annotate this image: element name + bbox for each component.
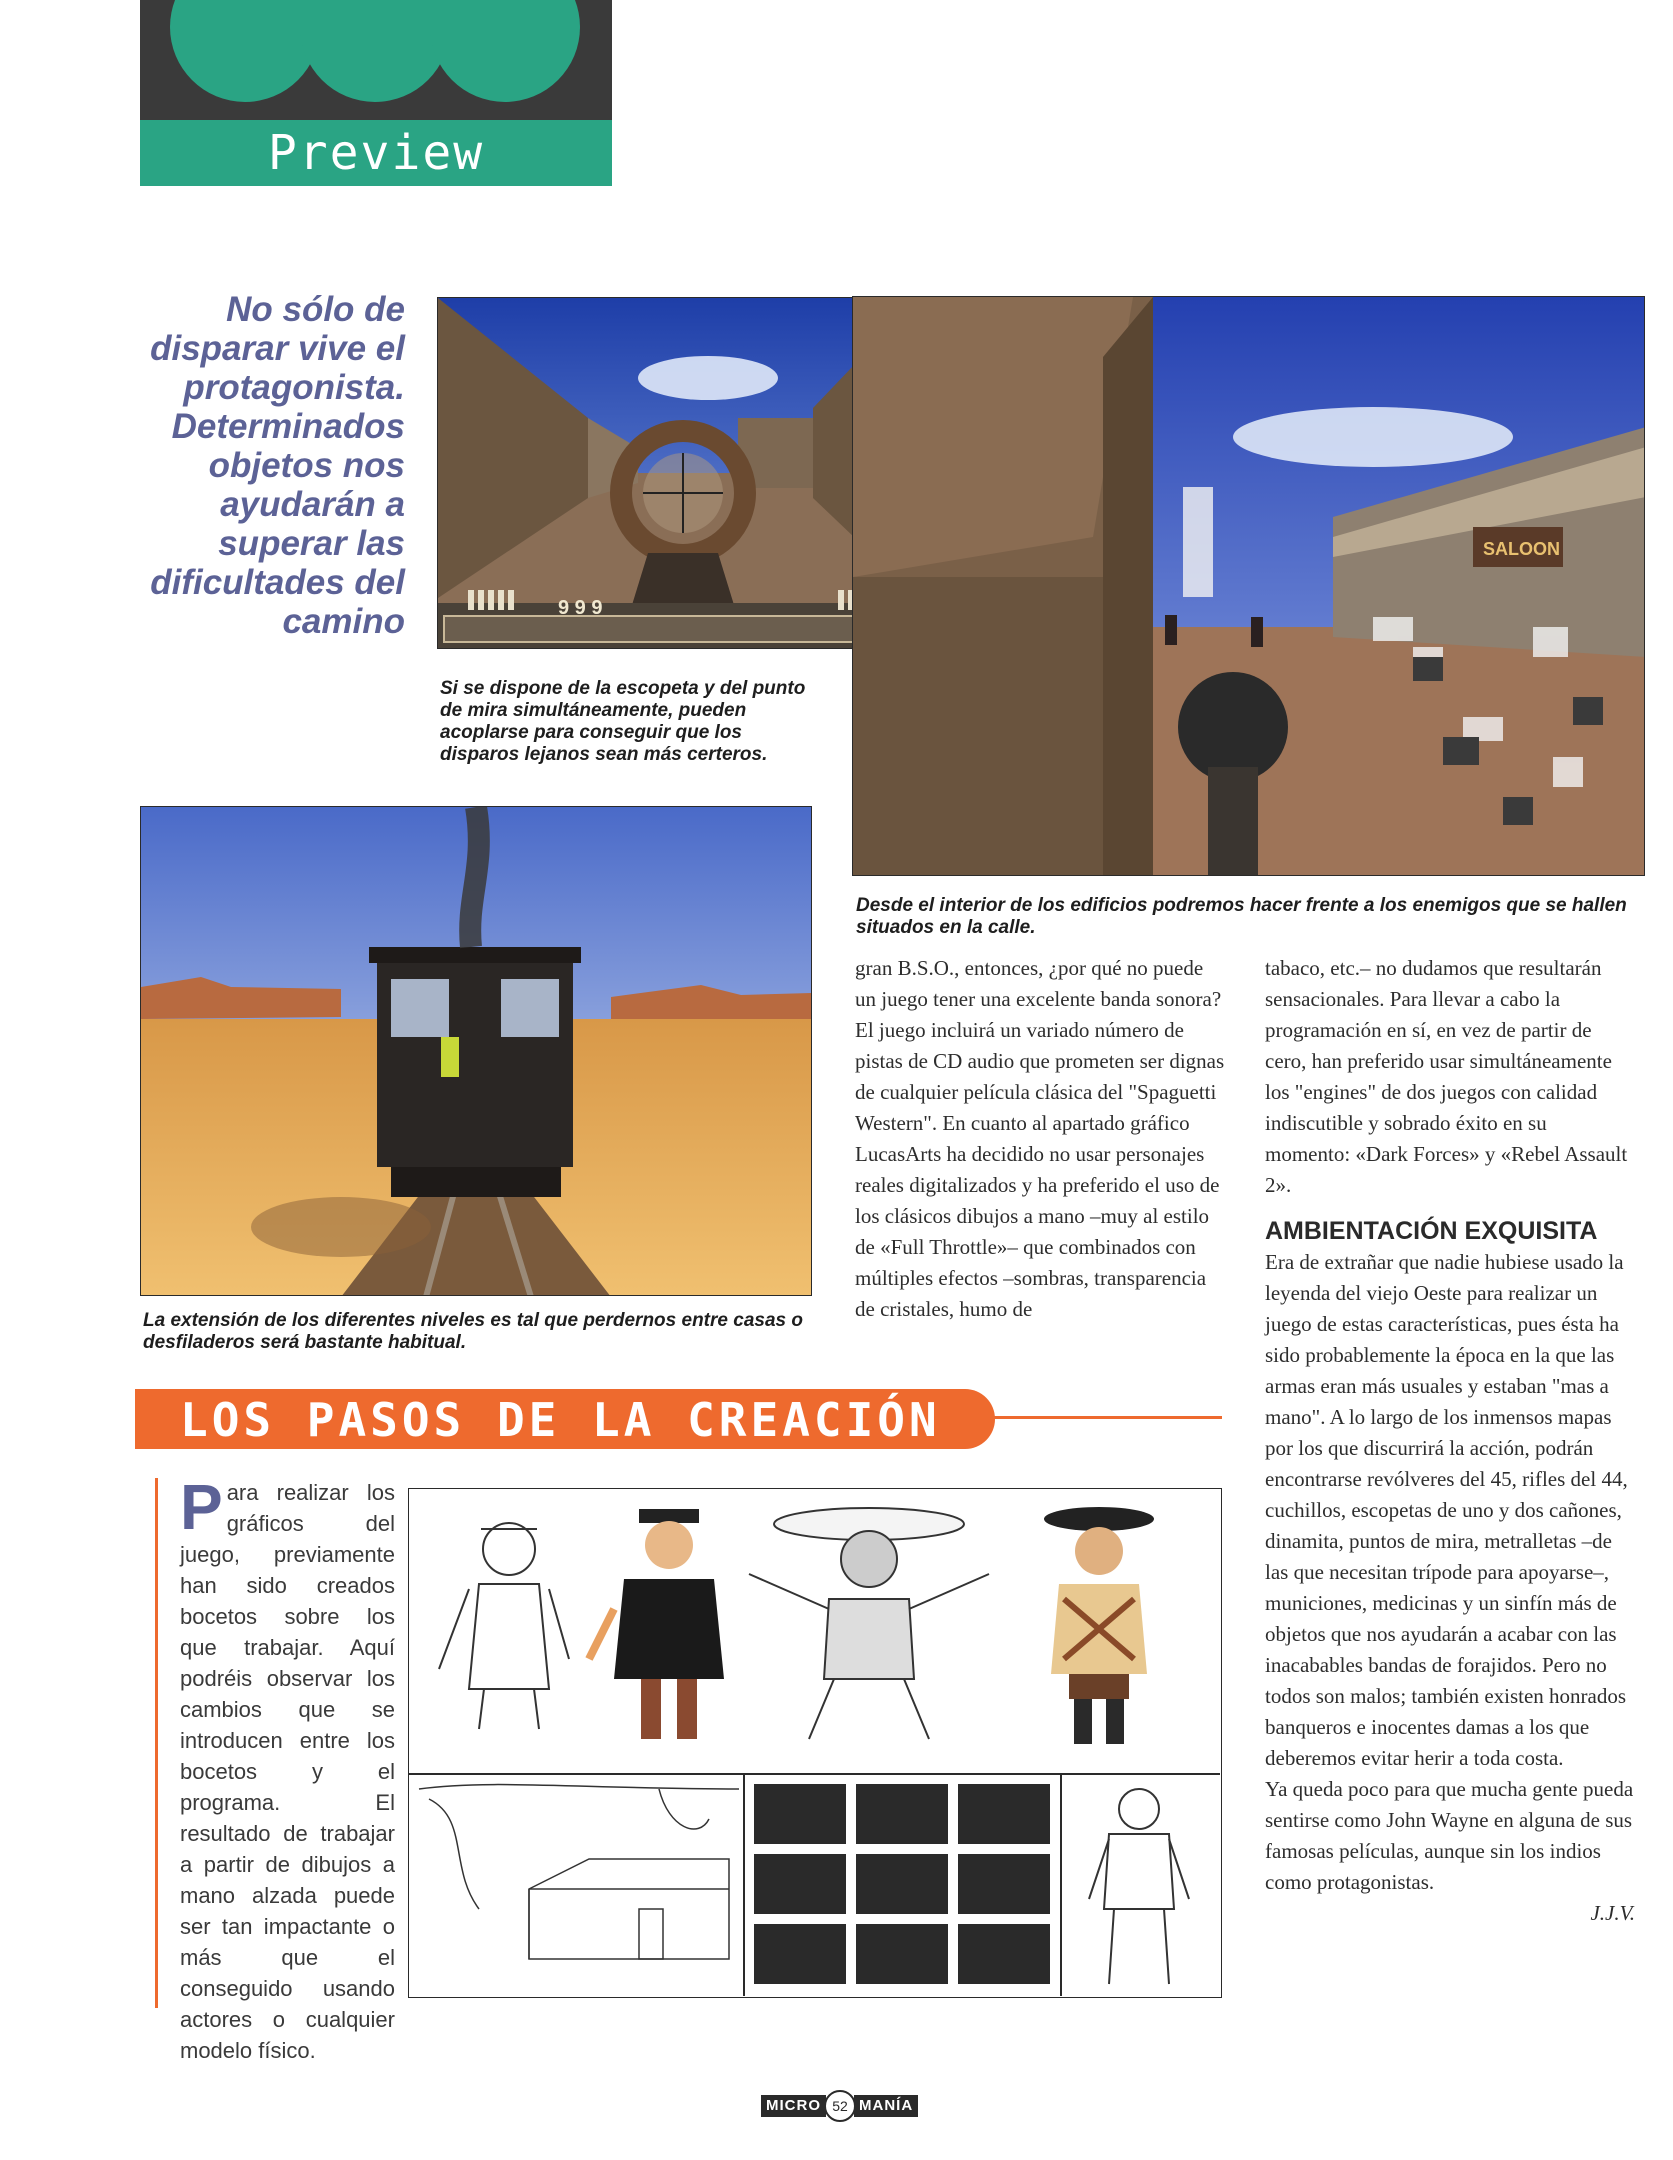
section-label: Preview — [267, 125, 485, 181]
sketch-character-1 — [439, 1523, 569, 1729]
scope-screenshot — [437, 297, 917, 649]
drop-cap: P — [180, 1471, 223, 1543]
caption-interior: Desde el interior de los edificios podremos hacer frente a los enemigos que se hallen situados en la calle. — [856, 895, 1627, 938]
article-col2-intro: tabaco, etc.– no dudamos que resultarán sensacionales. Para llevar a cabo la programación en sí, en vez de partir de cero, han preferido usar simultáneamente los "engines" de dos juegos con calidad indiscutible y sobrado éxito en su momento: «Dark Forces» y «Rebel Assault 2». — [1265, 956, 1628, 1197]
page-footer — [761, 2094, 918, 2118]
article-col2-body: Era de extrañar que nadie hubiese usado la leyenda del viejo Oeste para realizar un juego de estas características, pues ésta ha sido probablemente la época en la que las armas eran más usuales y estaban "mas a mano". A lo largo de los inmensos mapas por los que discurrirá la acción, podrán encontrarse revólveres del 45, rifles del 44, cuchillos, escopetas de uno y dos cañones, dinamita, puntos de mira, metralletas –de las que necesitan trípode para apoyarse–, municiones, medicinas y un sinfín más de objetos que nos ayudarán a acabar con las inacabables bandas de forajidos. Pero no todos son malos; también existen honrados banqueros e inocentes damas a los que deberemos evitar herir a toda costa. — [1265, 1250, 1628, 1770]
character-4-colored — [1044, 1507, 1154, 1744]
sketch-character-3 — [749, 1508, 989, 1739]
interior-screenshot — [852, 296, 1645, 876]
article-subheading: AMBIENTACIÓN EXQUISITA — [1265, 1217, 1598, 1245]
storyboard-frames — [754, 1784, 1050, 1984]
train-screenshot — [140, 806, 812, 1296]
pull-quote: No sólo de disparar vive el protagonista. Determinados objetos nos ayudarán a superar las dificultades del camino — [150, 290, 405, 641]
sketch-gallery — [408, 1488, 1222, 1998]
sidebar-text — [180, 1471, 395, 2066]
cabin-sketch — [419, 1785, 739, 1959]
article-col2-closing: Ya queda poco para que mucha gente pueda sentirse como John Wayne en alguna de sus famosas películas, aunque sin los indios como protagonistas. — [1265, 1777, 1634, 1894]
author-signature: J.J.V. — [1590, 1901, 1635, 1925]
sidebar-body: ara realizar los gráficos del juego, previamente han sido creados bocetos sobre los que trabajar. Aquí podréis observar los cambios que se introducen entre los bocetos y el programa. El resultado de trabajar a partir de dibujos a mano alzada puede ser tan impactante o más que el conseguido usando actores o cualquier modelo físico. — [180, 1480, 395, 2063]
saloon-sign: SALOON — [1483, 539, 1561, 559]
badge-pattern — [140, 0, 612, 120]
footer-brand-right: MANÍA — [854, 2095, 918, 2117]
character-2-colored — [589, 1509, 724, 1739]
footer-brand-left: MICRO — [761, 2095, 826, 2117]
section-title: LOS PASOS DE LA CREACIÓN — [180, 1393, 941, 1447]
caption-scope: Si se dispone de la escopeta y del punto de mira simultáneamente, pueden acoplarse para conseguir que los disparos lejanos sean más certeros. — [440, 678, 806, 765]
section-banner-line — [990, 1416, 1222, 1419]
article-col1-text: gran B.S.O., entonces, ¿por qué no puede un juego tener una excelente banda sonora? El juego incluirá un variado número de pistas de CD audio que prometen ser dignas de cualquier película clásica del "Spaguetti Western". En cuanto al apartado gráfico LucasArts ha decidido no usar personajes reales digitalizados y ha preferido el uso de los clásicos dibujos a mano –muy al estilo de «Full Throttle»– que combinados con múltiples efectos –sombras, transparencia de cristales, humo de — [855, 956, 1225, 1321]
page-number: 52 — [824, 2090, 856, 2122]
article-column-1 — [855, 953, 1225, 1325]
article-column-2 — [1265, 953, 1635, 1929]
hud-ammo-readout: 9 9 9 — [558, 597, 603, 619]
section-rule — [155, 1478, 158, 2008]
figure-sketch — [1089, 1789, 1189, 1984]
caption-train: La extensión de los diferentes niveles es tal que perdernos entre casas o desfiladeros será bastante habitual. — [143, 1310, 803, 1353]
section-badge — [140, 0, 612, 186]
